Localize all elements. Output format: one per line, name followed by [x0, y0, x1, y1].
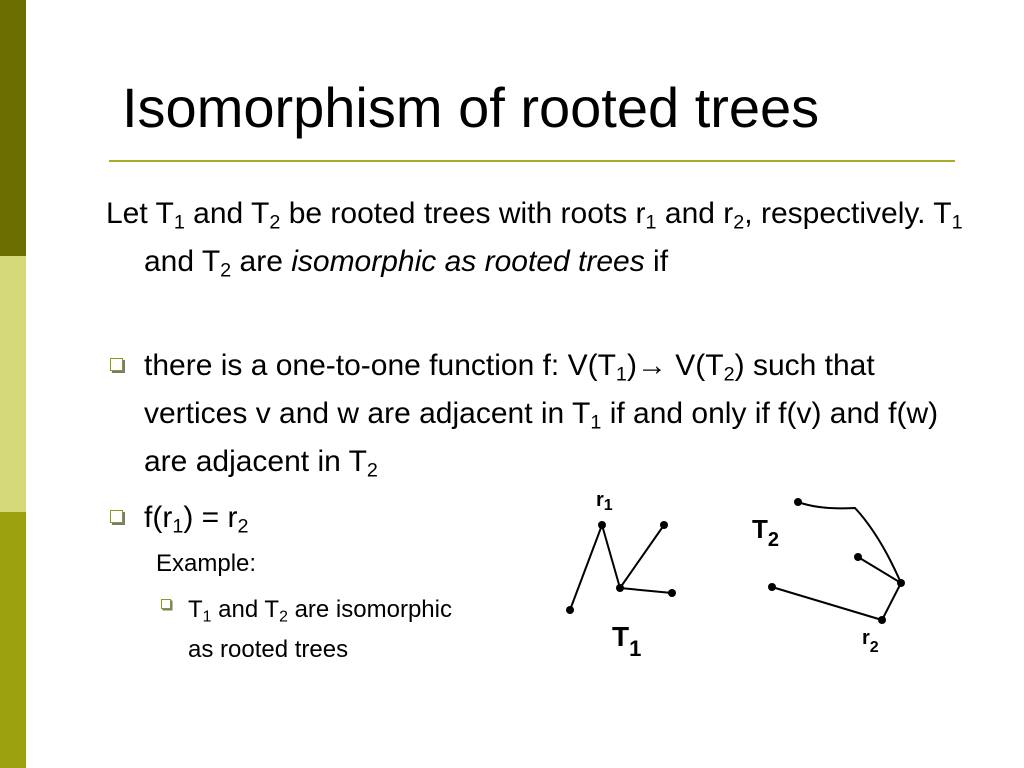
- t2-label: $T_2$: [752, 514, 780, 551]
- t1-vertex: [668, 589, 676, 597]
- title-divider: [109, 160, 955, 162]
- sub-bullet-isomorphic-example: $T_1$ and $T_2$ are isomorphic as rooted trees: [188, 596, 452, 663]
- defined-term: isomorphic as rooted trees: [291, 245, 645, 278]
- r2-label: $r_2$: [862, 627, 879, 656]
- tree-t1: [570, 525, 672, 610]
- slide-title: Isomorphism of rooted trees: [122, 76, 820, 139]
- example-label: Example:: [156, 550, 257, 577]
- bullet-marker-icon: [110, 510, 123, 523]
- sub-bullet-marker-icon: [161, 599, 171, 609]
- t1-root-vertex: [598, 521, 606, 529]
- right-arrow-icon: →: [636, 349, 667, 382]
- r1-label: $r_1$: [596, 489, 613, 514]
- bullet-one-to-one-function: there is a one-to-one function f: $V(T_1)\to V(T_2)$ such that vertices v and w are adjacent in $T_1$ if and only if f(v) and f(w) are adjacent in $T_2$: [144, 349, 939, 482]
- bullet-root-mapping: $f(r_1) = r_2$: [144, 501, 249, 538]
- left-accent-bar-middle: [0, 256, 26, 512]
- t2-vertex: [854, 553, 862, 561]
- bullet-marker-icon: [110, 358, 123, 371]
- tree-t2: [772, 502, 901, 620]
- t2-root-vertex: [878, 616, 886, 624]
- t2-vertex: [768, 583, 776, 591]
- t1-label: $T_1$: [612, 621, 642, 661]
- left-accent-bar-top: [0, 0, 26, 256]
- t2-vertex: [794, 498, 802, 506]
- t1-vertex: [660, 521, 668, 529]
- intro-paragraph: Let $T_1$ and $T_2$ be rooted trees with roots $r_1$ and $r_2$, respectively. $T_1$ and $T_2$ are isomorphic as rooted trees if: [106, 197, 963, 282]
- t1-vertex: [566, 606, 574, 614]
- t2-vertex: [897, 579, 905, 587]
- left-accent-bar-bottom: [0, 512, 26, 768]
- t1-vertex: [616, 584, 624, 592]
- rooted-trees-figure: [550, 480, 910, 680]
